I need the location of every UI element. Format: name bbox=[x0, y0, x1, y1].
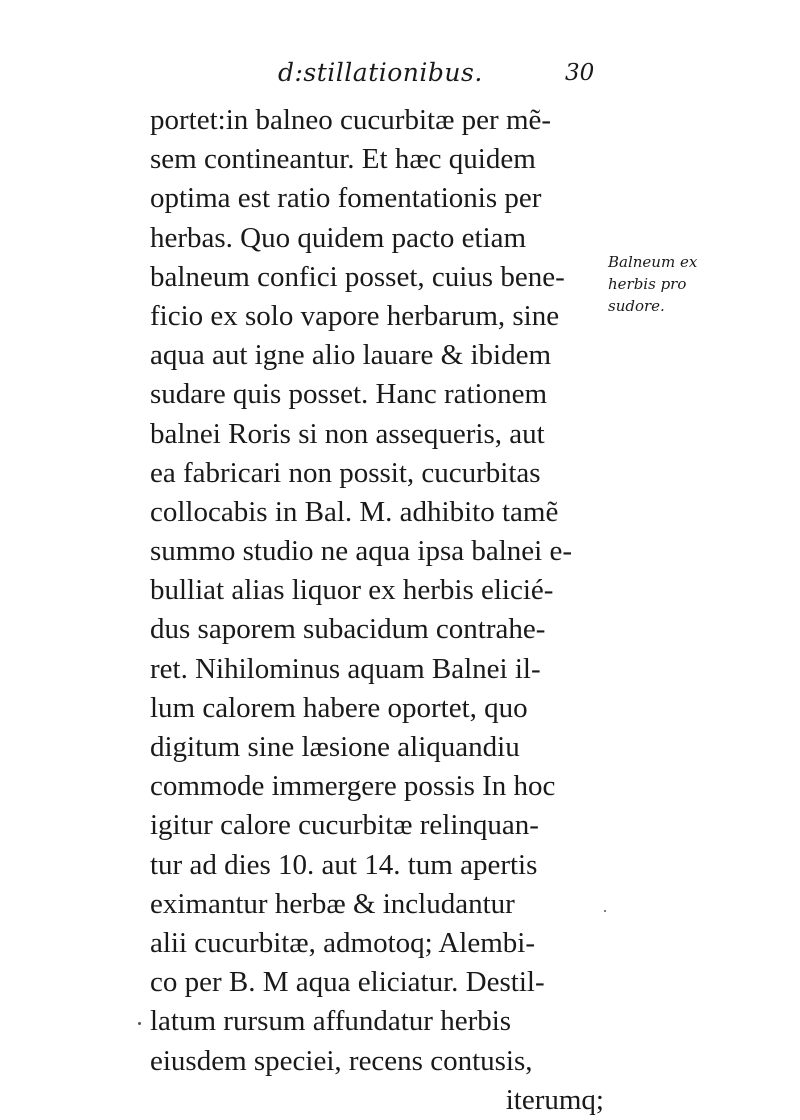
text-line: eximantur herbæ & includantur bbox=[150, 887, 515, 920]
catchword-line: iterumq; bbox=[505, 1083, 604, 1116]
margin-note-line: sudore. bbox=[608, 297, 665, 315]
text-line: digitum sine læsione aliquandiu bbox=[150, 731, 520, 763]
text-line: summo studio ne aqua ipsa balnei e- bbox=[150, 535, 573, 568]
text-line: aqua aut igne alio lauare & ibidem bbox=[150, 339, 552, 372]
text-line: sudare quis posset. Hanc rationem bbox=[150, 378, 548, 411]
text-line: latum rursum affundatur herbis bbox=[150, 1005, 512, 1038]
text-line: ficio ex solo vapore herbarum, sine bbox=[150, 299, 560, 332]
text-line: balneum confici posset, cuius bene- bbox=[150, 260, 565, 293]
text-line: co per B. M aqua eliciatur. Destil- bbox=[150, 966, 545, 999]
text-line: collocabis in Bal. M. adhibito tamẽ bbox=[150, 495, 559, 528]
margin-note-line: Balneum ex bbox=[608, 253, 698, 271]
text-line: igitur calore cucurbitæ relinquan- bbox=[150, 809, 539, 842]
text-line: ret. Nihilominus aquam Balnei il- bbox=[150, 652, 541, 685]
text-line: commode immergere possis In hoc bbox=[150, 770, 556, 803]
text-line: tur ad dies 10. aut 14. tum apertis bbox=[150, 848, 538, 881]
margin-note bbox=[608, 251, 718, 317]
text-line: optima est ratio fomentationis per bbox=[150, 182, 542, 215]
text-line: portet:in balneo cucurbitæ per mẽ- bbox=[150, 104, 552, 136]
page-number: 30 bbox=[565, 60, 595, 86]
text-line: alii cucurbitæ, admotoq; Alembi- bbox=[150, 926, 535, 959]
text-line: herbas. Quo quidem pacto etiam bbox=[150, 221, 527, 254]
text-line: dus saporem subacidum contrahe- bbox=[150, 613, 546, 646]
ink-speck bbox=[138, 1022, 141, 1025]
text-line: sem contineantur. Et hæc quidem bbox=[150, 143, 536, 176]
running-head: d:stillationibus. bbox=[278, 58, 483, 87]
text-line: bulliat alias liquor ex herbis elicié- bbox=[150, 574, 554, 607]
body-text bbox=[150, 101, 610, 1120]
text-line: balnei Roris si non assequeris, aut bbox=[150, 417, 545, 450]
text-line: ea fabricari non possit, cucurbitas bbox=[150, 456, 541, 489]
margin-note-line: herbis pro bbox=[608, 275, 687, 293]
text-line: eiusdem speciei, recens contusis, bbox=[150, 1044, 533, 1077]
text-line: lum calorem habere oportet, quo bbox=[150, 691, 528, 724]
ink-speck bbox=[604, 910, 606, 912]
